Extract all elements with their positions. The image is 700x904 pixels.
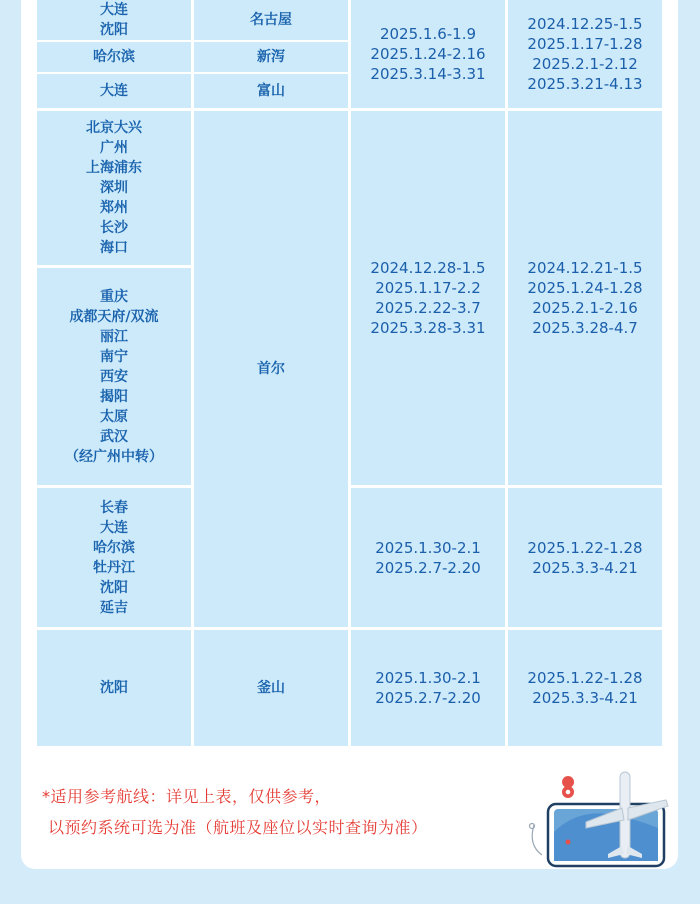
origin-cell: 大连 [37,74,191,108]
destination-cell: 名古屋 [194,0,348,40]
origin-cell: 沈阳 [37,630,191,746]
note-line-1: *适用参考航线：详见上表，仅供参考， [42,787,332,806]
origin-cell: 长春 大连 哈尔滨 牡丹江 沈阳 延吉 [37,488,191,627]
dates-cell-b: 2025.1.22-1.28 2025.3.3-4.21 [508,630,662,746]
origin-cell: 大连 沈阳 [37,0,191,40]
dates-cell-b: 2024.12.25-1.5 2025.1.17-1.28 2025.2.1-2.12 2025.3.21-4.13 [508,0,662,108]
destination-cell: 富山 [194,74,348,108]
dates-cell-a: 2024.12.28-1.5 2025.1.17-2.2 2025.2.22-3.7 2025.3.28-3.31 [351,111,505,485]
dates-cell-a: 2025.1.30-2.1 2025.2.7-2.20 [351,488,505,627]
origin-cell: 重庆 成都天府/双流 丽江 南宁 西安 揭阳 太原 武汉 （经广州中转） [37,268,191,485]
travel-illustration [524,770,684,870]
dates-cell-a: 2025.1.30-2.1 2025.2.7-2.20 [351,630,505,746]
origin-cell: 哈尔滨 [37,42,191,72]
origin-cell: 北京大兴 广州 上海浦东 深圳 郑州 长沙 海口 [37,111,191,265]
note-line-2: 以预约系统可选为准（航班及座位以实时查询为准） [48,818,428,837]
destination-cell: 釜山 [194,630,348,746]
dates-cell-b: 2024.12.21-1.5 2025.1.24-1.28 2025.2.1-2.16 2025.3.28-4.7 [508,111,662,485]
dates-cell-b: 2025.1.22-1.28 2025.3.3-4.21 [508,488,662,627]
dates-cell-a: 2025.1.6-1.9 2025.1.24-2.16 2025.3.14-3.31 [351,0,505,108]
destination-cell: 首尔 [194,111,348,627]
destination-cell: 新泻 [194,42,348,72]
